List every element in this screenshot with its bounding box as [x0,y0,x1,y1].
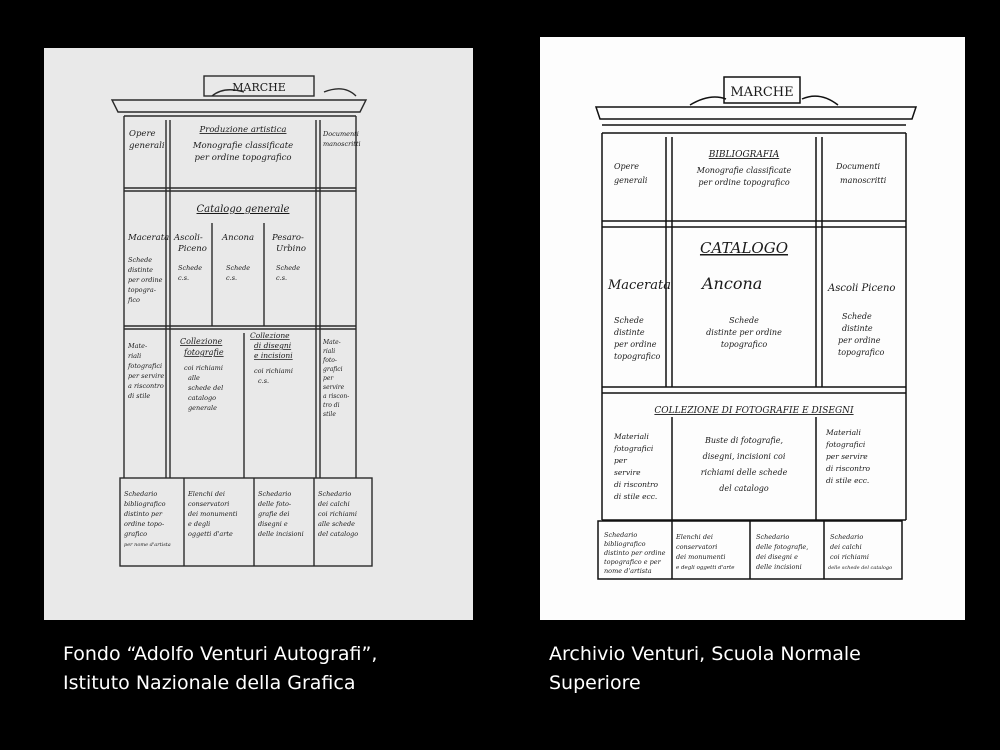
right-caption-line-2: Superiore [549,672,641,694]
right-coll-center-4: del catalogo [719,484,769,493]
left-catalog-title: Catalogo generale [196,204,290,215]
right-bottom-4-l1: Schedario [830,533,864,541]
left-caption-line-2: Istituto Nazionale della Grafica [63,672,356,694]
left-cat-col1-l4: topogra- [128,286,156,294]
right-coll-center-3: richiami delle schede [700,468,788,477]
left-bottom-1-l3: distinto per [124,510,163,518]
right-bottom-1-l3: distinto per ordine [604,549,666,557]
left-bottom-2-l1: Elenchi dei [188,490,225,498]
left-bottom-1-l2: bibliografico [124,500,166,508]
right-cat-right-2: distinte [842,324,873,333]
right-bottom-1-l4: topografico e per [604,558,661,566]
left-mid-left-5: a riscontro [128,382,164,390]
right-collection-title: COLLEZIONE DI FOTOGRAFIE E DISEGNI [654,406,854,416]
left-photo-body-2: alle [188,374,200,382]
right-sketch-drawing [540,37,965,620]
right-cat-left-3: per ordine [614,340,657,349]
left-mid-left-6: di stile [128,392,151,400]
right-bottom-1-l2: bibliografico [604,540,646,548]
left-photo-title-2: fotografie [184,348,224,357]
right-cat-center-name: Ancona [702,274,763,293]
right-cat-center-1: Schede [729,316,759,325]
right-bottom-3-l3: dei disegni e [756,553,798,561]
right-cat-left-4: topografico [614,352,661,361]
left-mid-right-3: foto- [323,357,337,364]
left-photo-body-1: coi richiami [184,364,223,372]
right-cat-left-2: distinte [614,328,645,337]
left-caption-line-1: Fondo “Adolfo Venturi Autografi”, [63,643,378,665]
left-cat-col1-l2: distinte [128,266,153,274]
left-photo-body-5: generale [188,404,217,412]
right-cat-center-3: topografico [720,340,768,349]
left-cat-col1-name: Macerata [128,233,170,243]
right-top-left-1: Opere [614,162,639,171]
right-coll-right-3: per servire [826,452,868,461]
left-cat-col4-l1: Schede [276,264,301,272]
left-header-label: MARCHE [232,81,286,94]
right-cornice [596,107,916,119]
right-coll-right-2: fotografici [826,440,866,449]
right-catalog-title: CATALOGO [699,239,789,257]
left-top-center-body-2: per ordine topografico [194,153,292,163]
right-coll-left-4: servire [614,468,641,477]
left-mid-right-8: tro di [323,402,340,409]
left-bottom-4-l4: alle schede [318,520,355,528]
right-cat-center-2: distinte per ordine [706,328,782,337]
left-mid-left-1: Mate- [128,342,148,350]
right-bottom-4-l2: dei calchi [830,543,862,551]
left-photo-body-4: catalogo [188,394,217,402]
left-bottom-4-l3: coi richiami [318,510,357,518]
right-top-center-1: Monografie classificate [696,166,792,175]
left-cat-col4-name: Pesaro- [272,233,304,243]
right-cat-right-name: Ascoli Piceno [828,283,896,294]
right-coll-right-1: Materiali [826,428,861,437]
left-bottom-3-l2: delle foto- [258,500,292,508]
left-cat-col1-l5: fico [128,296,140,304]
left-cat-col3-l1: Schede [226,264,251,272]
left-cat-col4-name2: Urbino [276,244,306,254]
left-top-left-1: Opere [129,129,156,139]
right-coll-center-2: disegni, incisioni coi [702,452,786,461]
left-bottom-4-l5: del catalogo [318,530,359,538]
right-bottom-1-l5: nome d'artista [604,567,652,575]
right-coll-left-3: per [614,456,627,465]
left-top-center-title: Produzione artistica [199,125,287,135]
left-mid-right-5: per [323,375,334,382]
left-bottom-1-l4: ordine topo- [124,520,165,528]
left-photo-title-1: Collezione [180,337,223,346]
right-cat-right-3: per ordine [838,336,881,345]
left-cat-col2-name: Ascoli- [174,233,203,243]
left-mid-right-9: stile [323,411,336,418]
left-cat-col2-l1: Schede [178,264,203,272]
left-mid-right-1: Mate- [323,339,341,346]
left-mid-right-7: a riscon- [323,393,350,400]
left-drawings-title-3: e incisioni [254,351,293,360]
right-top-right-1: Documenti [836,162,881,171]
left-bottom-1-l6: per nome d'artista [124,542,171,548]
left-cornice [112,100,366,112]
right-cat-right-4: topografico [838,348,885,357]
right-caption [549,640,861,698]
left-cat-col1-l3: per ordine [128,276,163,284]
right-bottom-2-l1: Elenchi dei [676,533,713,541]
left-mid-right-2: riali [323,348,336,355]
left-bottom-3-l5: delle incisioni [258,530,304,538]
left-cat-col3-l2: c.s. [226,274,238,282]
left-drawings-title-2: di disegni [254,341,292,350]
left-bottom-2-l5: oggetti d'arte [188,530,233,538]
left-bottom-2-l4: e degli [188,520,211,528]
right-bottom-3-l2: delle fotografie, [756,543,809,551]
right-coll-left-6: di stile ecc. [614,492,658,501]
left-photo-panel [44,48,473,620]
left-bottom-1-l1: Schedario [124,490,158,498]
left-bottom-1-l5: grafico [124,530,148,538]
left-mid-right-4: grafici [323,366,343,373]
left-drawings-title-1: Collezione [250,331,290,340]
left-drawings-body-1: coi richiami [254,367,293,375]
left-bottom-4-l1: Schedario [318,490,352,498]
left-bottom-4-l2: dei calchi [318,500,350,508]
right-bottom-1-l1: Schedario [604,531,638,539]
left-mid-left-4: per servire [128,372,165,380]
right-top-right-2: manoscritti [840,176,887,185]
right-bottom-4-l3: coi richiami [830,553,869,561]
right-coll-center-1: Buste di fotografie, [705,436,783,445]
right-bottom-3-l4: delle incisioni [756,563,802,571]
left-mid-right-6: servire [323,384,345,391]
left-mid-left-2: riali [128,352,142,360]
right-bottom-3-l1: Schedario [756,533,790,541]
right-bottom-4-l4: delle schede del catalogo [828,565,893,571]
right-coll-left-5: di riscontro [614,480,659,489]
left-bottom-2-l3: dei monumenti [188,510,238,518]
left-cat-col4-l2: c.s. [276,274,288,282]
right-drawing-panel [540,37,965,620]
left-cat-col3-name: Ancona [222,233,255,243]
right-biblio-title: BIBLIOGRAFIA [708,150,780,160]
right-bottom-2-l4: e degli oggetti d'arte [676,565,735,571]
left-top-center-body-1: Monografie classificate [192,141,294,151]
left-sketch-drawing [44,48,473,620]
left-top-right-2: manoscritti [323,140,361,148]
right-cat-right-1: Schede [842,312,872,321]
left-cat-col2-l2: c.s. [178,274,190,282]
left-mid-left-3: fotografici [128,362,163,370]
right-caption-line-1: Archivio Venturi, Scuola Normale [549,643,861,665]
right-coll-left-2: fotografici [614,444,654,453]
right-cat-left-1: Schede [614,316,644,325]
right-coll-left-1: Materiali [614,432,649,441]
left-caption [63,640,377,698]
left-cat-col2-name2: Piceno [178,244,207,254]
right-header-label: MARCHE [730,85,794,100]
left-top-right-1: Documenti [323,130,359,138]
left-cat-col1-l1: Schede [128,256,153,264]
right-cat-left-name: Macerata [608,278,671,293]
left-bottom-3-l4: disegni e [258,520,288,528]
left-photo-body-3: schede del [188,384,224,392]
right-bottom-2-l2: conservatori [676,543,718,551]
left-bottom-2-l2: conservatori [188,500,230,508]
left-drawings-body-2: c.s. [258,377,270,385]
right-bottom-2-l3: dei monumenti [676,553,726,561]
left-top-left-2: generali [129,141,165,151]
right-top-left-2: generali [614,176,648,185]
right-coll-right-5: di stile ecc. [826,476,870,485]
left-bottom-3-l1: Schedario [258,490,292,498]
right-top-center-2: per ordine topografico [698,178,790,187]
right-coll-right-4: di riscontro [826,464,871,473]
left-bottom-3-l3: grafie dei [258,510,290,518]
